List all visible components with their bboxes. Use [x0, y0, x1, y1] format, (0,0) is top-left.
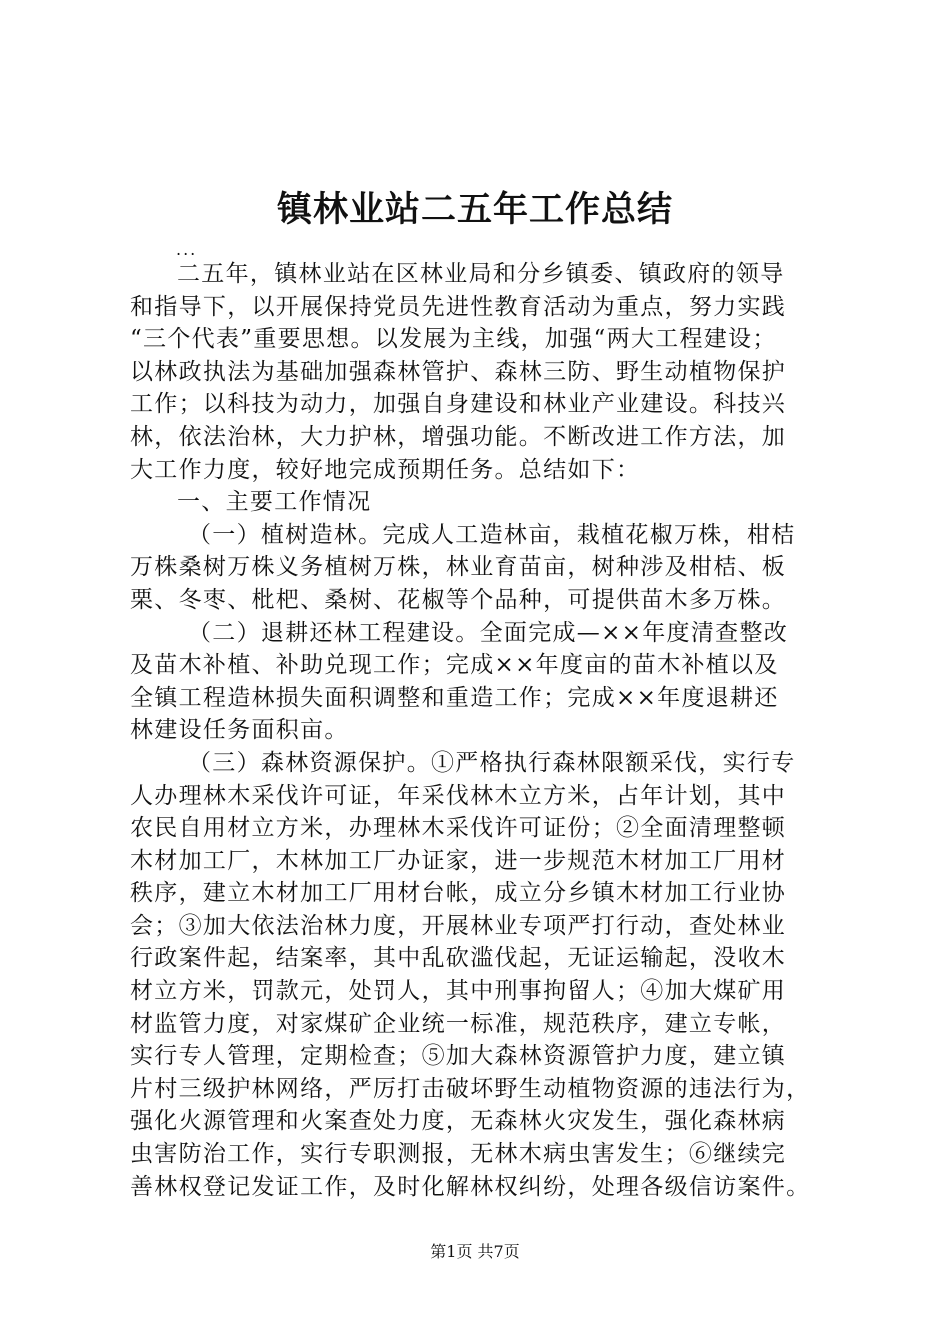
- page-number: 第1页 共7页: [430, 1242, 520, 1261]
- document-body: [130, 258, 850, 1203]
- text-line: 木材加工厂，木林加工厂办证家，进一步规范木材加工厂用材: [130, 847, 787, 874]
- text-line: 会；③加大依法治林力度，开展林业专项严打行动，查处林业: [130, 912, 787, 939]
- text-line: （二）退耕还林工程建设。全面完成—××年度清查整改: [188, 619, 789, 646]
- text-line: 大工作力度，较好地完成预期任务。总结如下：: [130, 456, 641, 483]
- text-line: 林，依法治林，大力护林，增强功能。不断改进工作方法，加: [130, 423, 787, 450]
- text-line: 强化火源管理和火案查处力度，无森林火灾发生，强化森林病: [130, 1108, 787, 1135]
- text-line: 以林政执法为基础加强森林管护、森林三防、野生动植物保护: [130, 358, 787, 385]
- text-line: 秩序，建立木材加工厂用材台帐，成立分乡镇木材加工行业协: [130, 880, 787, 907]
- text-line: 虫害防治工作，实行专职测报，无林木病虫害发生；⑥继续完: [130, 1141, 787, 1168]
- text-line: 材立方米，罚款元，处罚人，其中刑事拘留人；④加大煤矿用: [130, 978, 787, 1005]
- text-line: 全镇工程造林损失面积调整和重造工作；完成××年度退耕还: [130, 684, 779, 711]
- text-line: 栗、冬枣、枇杷、桑树、花椒等个品种，可提供苗木多万株。: [130, 586, 787, 613]
- text-line: 人办理林木采伐许可证，年采伐林木立方米，占年计划，其中: [130, 782, 787, 809]
- text-line: 和指导下，以开展保持党员先进性教育活动为重点，努力实践: [130, 293, 787, 320]
- text-line: 林建设任务面积亩。: [130, 717, 349, 744]
- text-line: 行政案件起，结案率，其中乱砍滥伐起，无证运输起，没收木: [130, 945, 787, 972]
- text-line: 材监管力度，对家煤矿企业统一标准，规范秩序，建立专帐，: [130, 1010, 787, 1037]
- text-line: （三）森林资源保护。①严格执行森林限额采伐，实行专: [188, 749, 796, 776]
- text-line: 工作；以科技为动力，加强自身建设和林业产业建设。科技兴: [130, 391, 787, 418]
- document-title: 镇林业站二五年工作总结: [276, 189, 673, 230]
- text-line: 二五年，镇林业站在区林业局和分乡镇委、镇政府的领导: [177, 261, 785, 287]
- text-line: 片村三级护林网络，严厉打击破坏野生动植物资源的违法行为，: [130, 1075, 811, 1102]
- text-line: 及苗木补植、补助兑现工作；完成××年度亩的苗木补植以及: [130, 652, 779, 679]
- text-line: 万株桑树万株义务植树万株，林业育苗亩，树种涉及柑桔、板: [130, 554, 787, 581]
- text-line: （一）植树造林。完成人工造林亩，栽植花椒万株，柑桔: [188, 521, 796, 548]
- ellipsis-marker: ...: [176, 240, 198, 259]
- text-line: “三个代表”重要思想。以发展为主线，加强“两大工程建设；: [130, 326, 777, 353]
- section-heading: 一、主要工作情况: [177, 489, 372, 516]
- text-line: 农民自用材立方米，办理林木采伐许可证份；②全面清理整顿: [130, 815, 787, 842]
- text-line: 实行专人管理，定期检查；⑤加大森林资源管护力度，建立镇: [130, 1043, 787, 1070]
- text-line: 善林权登记发证工作，及时化解林权纠纷，处理各级信访案件。: [130, 1173, 811, 1200]
